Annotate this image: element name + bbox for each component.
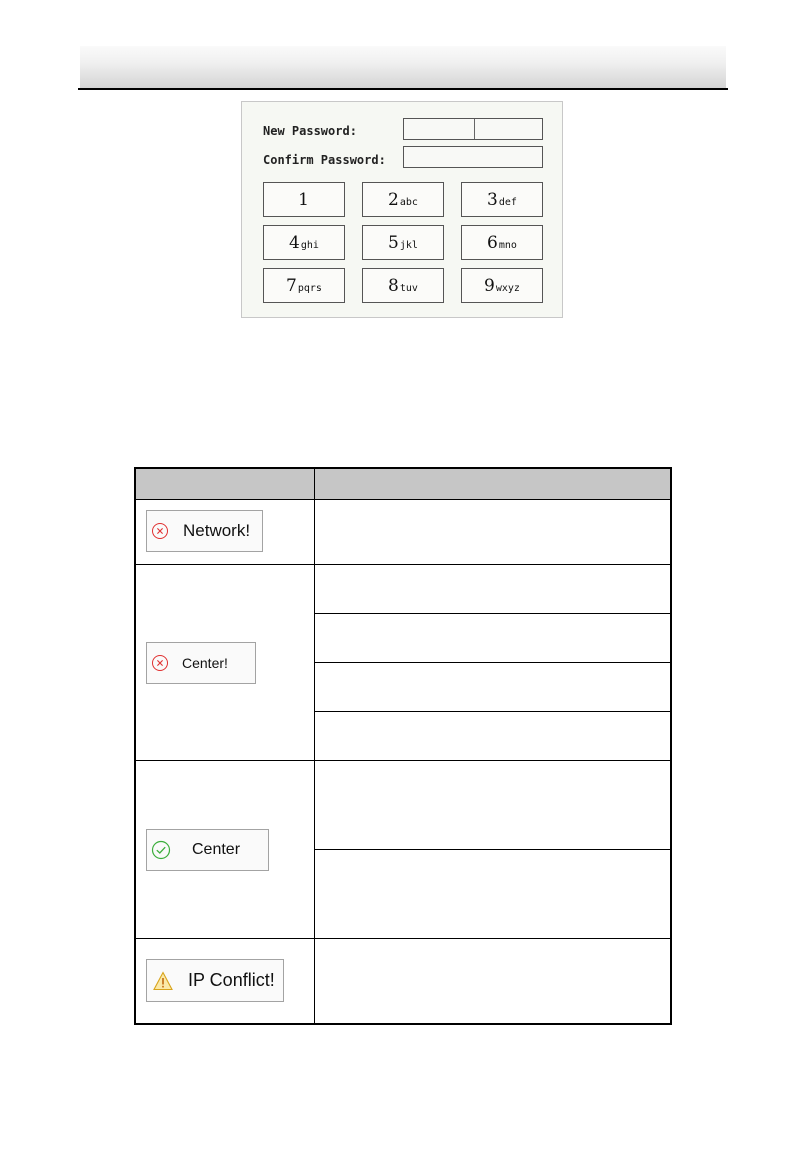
status-label: IP Conflict! [188,970,275,990]
key-digit: 2 [388,189,399,210]
key-digit: 6 [487,232,498,253]
key-letters: pqrs [297,282,322,294]
text-cursor [474,119,475,139]
network-error-status [146,510,263,552]
subrow-divider [314,662,670,663]
key-digit: 5 [388,232,399,253]
key-letters: abc [399,196,418,208]
row-divider [136,760,670,761]
subrow-divider [314,613,670,614]
key-letters: ghi [300,239,319,251]
key-letters: mno [498,239,517,251]
page-header-bar [80,46,726,88]
error-circle-icon [150,654,170,672]
keypad-key-9[interactable] [461,268,543,303]
subrow-divider [314,711,670,712]
key-digit: 3 [487,189,498,210]
header-divider [78,88,728,90]
key-digit: 9 [484,275,495,296]
new-password-label: New Password: [263,124,357,138]
center-online-status [146,829,269,871]
ip-conflict-status [146,959,284,1002]
confirm-password-label: Confirm Password: [263,153,386,167]
confirm-password-field[interactable] [403,146,543,168]
keypad-key-6[interactable] [461,225,543,260]
subrow-divider [314,849,670,850]
keypad-key-4[interactable] [263,225,345,260]
key-letters: tuv [399,282,418,294]
keypad-key-2[interactable] [362,182,444,217]
error-circle-icon [150,522,170,540]
password-keypad-panel [241,101,563,318]
success-check-icon [150,840,172,860]
key-digit: 7 [286,275,297,296]
new-password-field[interactable] [403,118,543,140]
key-digit: 8 [388,275,399,296]
keypad-key-8[interactable] [362,268,444,303]
status-description-table [134,467,672,1025]
key-digit: 4 [289,232,300,253]
center-error-status [146,642,256,684]
row-divider [136,938,670,939]
key-letters: def [498,196,517,208]
key-letters: wxyz [495,282,520,294]
keypad-key-5[interactable] [362,225,444,260]
column-divider [314,469,315,1023]
status-label: Center [192,841,241,858]
row-divider [136,564,670,565]
status-label: Network! [183,521,251,540]
key-digit: 1 [298,189,309,210]
keypad-key-3[interactable] [461,182,543,217]
warning-triangle-icon [152,970,174,992]
keypad-key-7[interactable] [263,268,345,303]
key-letters: jkl [399,239,418,251]
keypad-key-1[interactable] [263,182,345,217]
table-header-row [136,469,670,500]
status-label: Center! [182,655,228,671]
